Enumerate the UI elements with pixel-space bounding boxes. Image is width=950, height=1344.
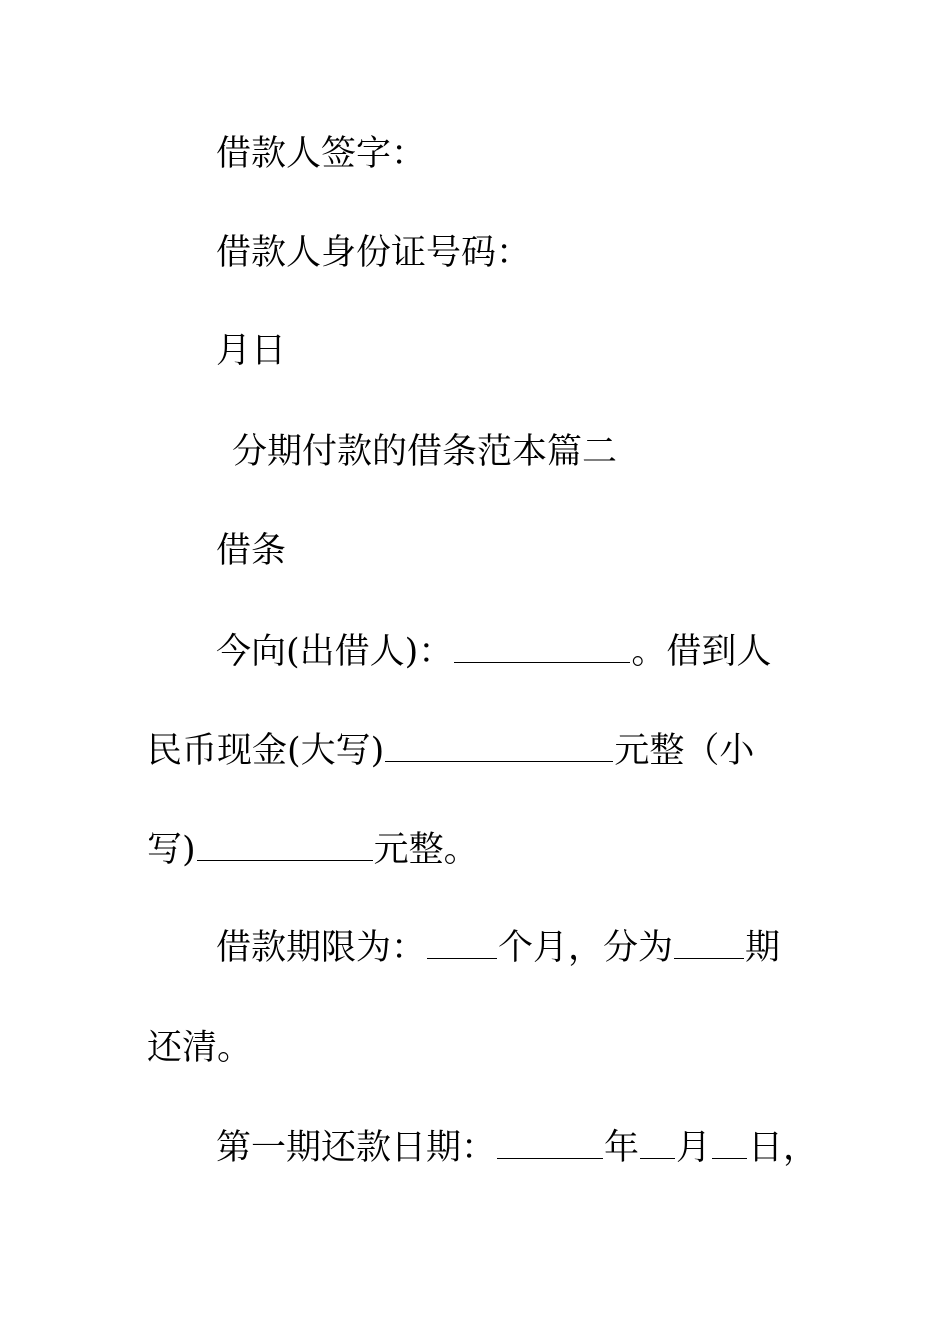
- line-text: 月: [676, 1128, 712, 1168]
- line-text: 还清。: [147, 1028, 253, 1068]
- line-text: 元整（小: [614, 731, 755, 771]
- loan-term-line: [216, 928, 780, 968]
- line-text: 期: [745, 928, 781, 968]
- section-heading: [232, 432, 617, 472]
- line-text: 第一期还款日期：: [216, 1128, 497, 1168]
- months-blank: [427, 928, 497, 959]
- line-text: 民币现金(大写): [147, 731, 385, 771]
- repay-line: [147, 1028, 252, 1068]
- amount-numeric-blank: [197, 830, 373, 861]
- lender-line: [216, 632, 771, 672]
- lender-blank: [454, 632, 630, 663]
- amount-capital-blank: [385, 731, 613, 762]
- amount-numeric-line: [147, 830, 479, 870]
- line-text: 今向(出借人)：: [216, 632, 454, 672]
- line-text: 借款人身份证号码：: [216, 233, 532, 273]
- line-text: 月日: [216, 331, 287, 371]
- line-text: 借款人签字：: [216, 134, 427, 174]
- year-blank: [497, 1128, 603, 1159]
- line-text: 写): [147, 830, 196, 870]
- first-repayment-date-line: [216, 1128, 818, 1168]
- day-blank: [712, 1128, 747, 1159]
- line-text: 。借到人: [631, 632, 772, 672]
- document-title: [216, 531, 286, 571]
- line-text: 元整。: [373, 830, 479, 870]
- month-day-label: [216, 331, 286, 371]
- amount-capital-line: [147, 731, 754, 771]
- line-text: 借款期限为：: [216, 928, 427, 968]
- heading-text: 分期付款的借条范本篇二: [232, 432, 618, 472]
- borrower-id-number-label: [216, 233, 531, 273]
- month-blank: [640, 1128, 675, 1159]
- line-text: 日，: [748, 1128, 819, 1168]
- installments-blank: [674, 928, 744, 959]
- borrower-signature-label: [216, 134, 426, 174]
- line-text: 个月，分为: [498, 928, 674, 968]
- line-text: 年: [604, 1128, 640, 1168]
- title-text: 借条: [216, 531, 287, 571]
